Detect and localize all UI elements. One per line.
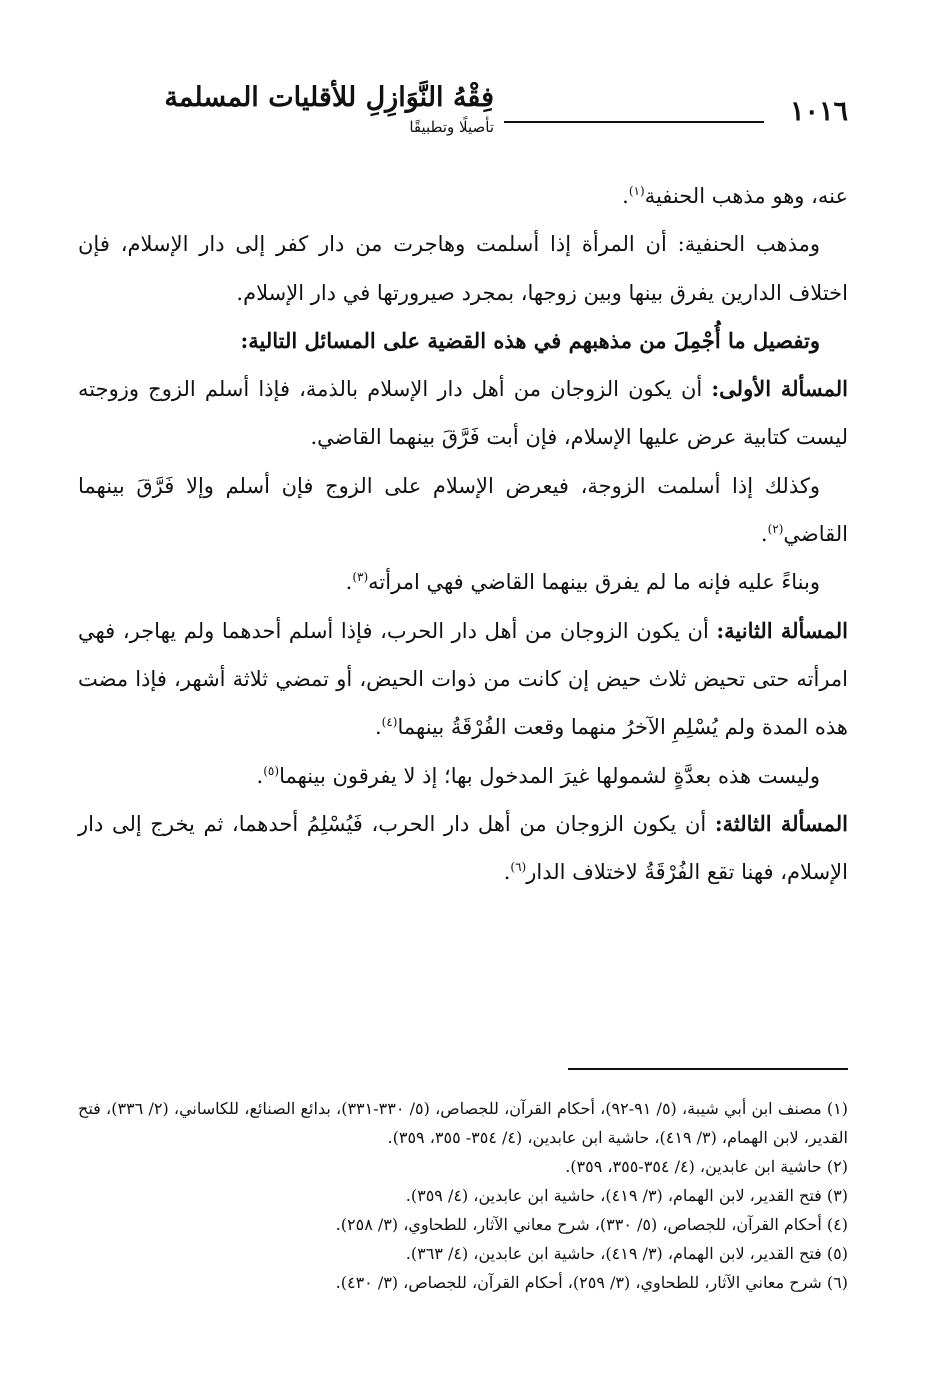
paragraph-tail: . (760, 522, 768, 547)
paragraph-tail: . (256, 763, 264, 788)
page-number: ١٠١٦ (789, 96, 848, 127)
book-subtitle: تأصيلًا وتطبيقًا (409, 118, 494, 136)
paragraph-tail: . (345, 570, 353, 595)
paragraph-text: أن يكون الزوجان من أهل دار الحرب، فَيُسْلِمُ أحدهما، ثم يخرج إلى دار الإسلام، فهنا تقع الفُرْقَةُ لاختلاف الدار (78, 811, 848, 885)
paragraph-tail: . (374, 715, 382, 740)
paragraph (78, 220, 848, 317)
paragraph-text: وتفصيل ما أُجْمِلَ من مذهبهم في هذه القضية على المسائل التالية: (240, 327, 820, 353)
footnote-ref: (١) (628, 184, 645, 198)
paragraph-text: أن يكون الزوجان من أهل دار الإسلام بالذمة، فإذا أسلم الزوج وزوجته ليست كتابية عرض عليها الإسلام، فإن أبت فَرَّقَ بينهما القاضي. (78, 377, 848, 450)
footnotes (78, 1094, 848, 1297)
paragraph (78, 607, 848, 752)
issue-heading: المسألة الأولى: (711, 376, 848, 402)
paragraph-text: وبناءً عليه فإنه ما لم يفرق بينهما القاضي فهي امرأته (368, 570, 820, 595)
paragraph-text: أن يكون الزوجان من أهل دار الحرب، فإذا أسلم أحدهما ولم يهاجر، فهي امرأته حتى تحيض ثلاث حيض إن كانت من ذوات الحيض، أو تمضي ثلاثة أشهر، فإذا مضت هذه المدة ولم يُسْلِمِ الآخرُ منهما وقعت الفُرْقَةُ بينهما (78, 618, 848, 740)
footnote-ref: (٢) (767, 522, 784, 537)
footnote-separator (568, 1068, 848, 1070)
section-intro (78, 317, 848, 365)
paragraph-tail: . (622, 184, 629, 208)
header-rule (504, 121, 764, 123)
footnote: (٢) حاشية ابن عابدين، (٤/ ٣٥٤-٣٥٥، ٣٥٩). (565, 1157, 848, 1176)
paragraph (78, 365, 848, 462)
paragraph-tail: . (503, 860, 511, 885)
footnote: (٥) فتح القدير، لابن الهمام، (٣/ ٤١٩)، حاشية ابن عابدين، (٤/ ٣٦٣). (405, 1244, 848, 1263)
footnote-ref: (٦) (510, 860, 527, 875)
footnote: (٦) شرح معاني الآثار، للطحاوي، (٣/ ٢٥٩)، أحكام القرآن، للجصاص، (٣/ ٤٣٠). (335, 1273, 848, 1292)
running-header (78, 78, 848, 148)
footnote-ref: (٣) (352, 570, 369, 585)
paragraph-text: وكذلك إذا أسلمت الزوجة، فيعرض الإسلام على الزوج فإن أسلم وإلا فَرَّقَ بينهما القاضي (78, 473, 848, 547)
footnote: (١) مصنف ابن أبي شيبة، (٥/ ٩١-٩٢)، أحكام القرآن، للجصاص، (٥/ ٣٣٠-٣٣١)، بدائع الصنائع، للكاساني، (٢/ ٣٣٦)، فتح القدير، لابن الهمام، (٣/ ٤١٩)، حاشية ابن عابدين، (٤/ ٣٥٤- ٣٥٥، ٣٥٩). (78, 1099, 848, 1147)
paragraph (78, 800, 848, 897)
paragraph (78, 752, 848, 800)
paragraph-text: ومذهب الحنفية: أن المرأة إذا أسلمت وهاجرت من دار كفر إلى دار الإسلام، فإن اختلاف الدارين يفرق بينها وبين زوجها، بمجرد صيرورتها في دار الإسلام. (78, 232, 848, 305)
paragraph (78, 558, 848, 606)
paragraph (78, 462, 848, 559)
paragraph-text: وليست هذه بعدَّةٍ لشمولها غيرَ المدخول بها؛ إذ لا يفرقون بينهما (279, 763, 820, 788)
footnote-ref: (٥) (263, 763, 280, 778)
paragraph-text: عنه، وهو مذهب الحنفية (644, 184, 848, 208)
footnote: (٤) أحكام القرآن، للجصاص، (٥/ ٣٣٠)، شرح معاني الآثار، للطحاوي، (٣/ ٢٥٨). (335, 1215, 848, 1234)
issue-heading: المسألة الثالثة: (714, 810, 848, 836)
book-title: فِقْهُ النَّوَازِلِ للأقليات المسلمة (164, 82, 494, 113)
paragraph (78, 172, 848, 220)
issue-heading: المسألة الثانية: (716, 617, 848, 643)
footnote-ref: (٤) (381, 715, 398, 730)
footnote: (٣) فتح القدير، لابن الهمام، (٣/ ٤١٩)، حاشية ابن عابدين، (٤/ ٣٥٩). (405, 1186, 848, 1205)
main-text (78, 172, 848, 896)
